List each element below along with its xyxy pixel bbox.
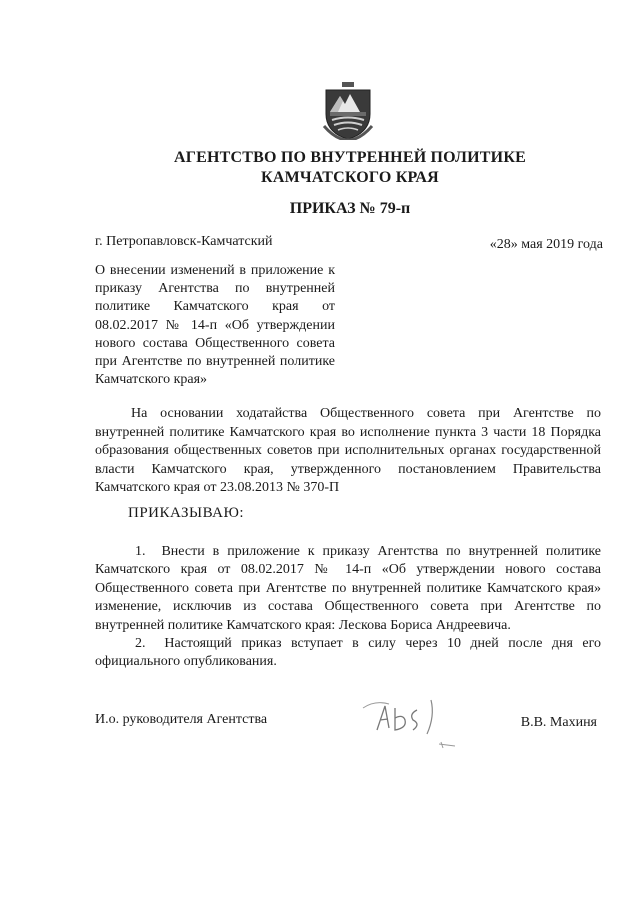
handwritten-signature bbox=[355, 692, 465, 754]
order-word: ПРИКАЗЫВАЮ: bbox=[128, 505, 245, 521]
city: г. Петропавловск-Камчатский bbox=[95, 234, 273, 249]
order-item: 2. Настоящий приказ вступает в силу через 10 дней после дня его официального опубликования. bbox=[95, 636, 601, 670]
order-subject: О внесении изменений в приложение к приказу Агентства по внутренней политике Камчатского края от 08.02.2017 № 14-п «Об утверждении нового состава Общественного совета при Агентстве по внутренней политике Камчатского края» bbox=[95, 263, 335, 388]
agency-name bbox=[150, 148, 550, 188]
order-items bbox=[95, 543, 601, 672]
agency-name-line1: АГЕНТСТВО ПО ВНУТРЕННЕЙ ПОЛИТИКЕ bbox=[174, 149, 526, 166]
order-date: «28» мая 2019 года bbox=[489, 237, 603, 252]
agency-name-line2: КАМЧАТСКОГО КРАЯ bbox=[261, 169, 439, 186]
basis-paragraph: На основании ходатайства Общественного совета при Агентстве по внутренней политике Камчатского края во исполнение пункта 3 части 18 Порядка образования общественных советов при исполнительных органах государственной власти Камчатского края, утвержденного постановлением Правительства Камчатского края от 23.08.2013 № 370-П bbox=[95, 406, 601, 496]
signatory-position: И.о. руководителя Агентства bbox=[95, 712, 268, 727]
order-item: 1. Внести в приложение к приказу Агентства по внутренней политике Камчатского края от 08.02.2017 № 14-п «Об утверждении нового состава Общественного совета при Агентстве по внутренней политике Камчатского края» изменение, исключив из состава Общественного совета при Агентстве по внутренней политике Камчатского края: Лескова Бориса Андреевича. bbox=[95, 544, 601, 633]
signatory-name: В.В. Махиня bbox=[520, 715, 597, 730]
kamchatka-emblem-icon bbox=[322, 82, 374, 140]
order-title: ПРИКАЗ № 79-п bbox=[289, 200, 411, 217]
